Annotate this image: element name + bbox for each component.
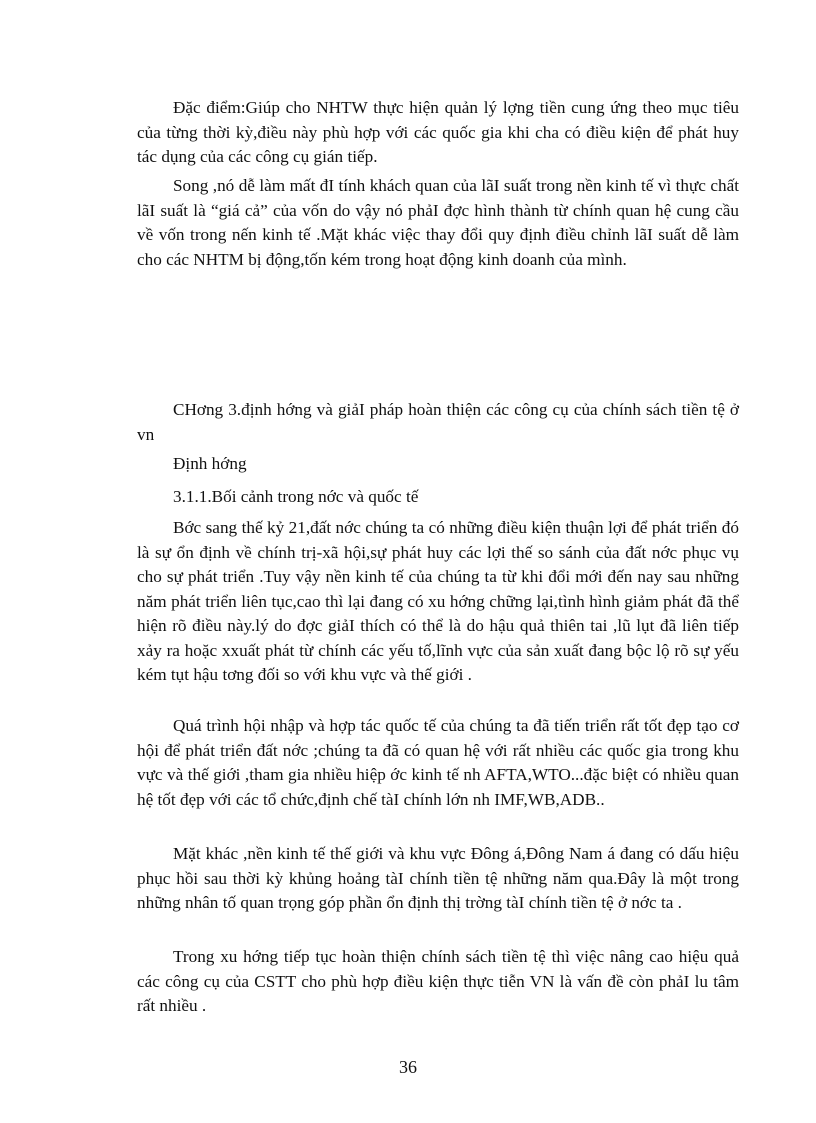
chapter-heading: CHơng 3.định hớng và giảI pháp hoàn thiện các công cụ của chính sách tiền tệ ở vn [137, 400, 739, 444]
paragraph-trend: Trong xu hớng tiếp tục hoàn thiện chính sách tiền tệ thì việc nâng cao hiệu quả các công cụ của CSTT cho phù hợp điều kiện thực tiễn VN là vấn đề còn phảI lu tâm rất nhiều . [137, 947, 739, 1015]
paragraph-characteristics: Đặc điểm:Giúp cho NHTW thực hiện quản lý lợng tiền cung ứng theo mục tiêu của từng thời kỳ,điều này phù hợp với các quốc gia khi cha có điều kiện để phát huy tác dụng của các công cụ gián tiếp. [137, 98, 739, 166]
section-heading: Định hớng [173, 454, 247, 473]
paragraph-disadvantage: Song ,nó dễ làm mất đI tính khách quan của lãI suất trong nền kinh tế vì thực chất lãI suất là “giá cả” của vốn do vậy nó phảI đợc hình thành từ chính quan hệ cung cầu về vốn trong nến kinh tế .Mặt khác việc thay đổi quy định điều chỉnh lãI suất dễ làm cho các NHTM bị động,tốn kém trong hoạt động kinh doanh của mình. [137, 176, 739, 269]
subsection-heading: 3.1.1.Bối cảnh trong nớc và quốc tế [173, 487, 419, 506]
paragraph-regional-recovery: Mặt khác ,nền kinh tế thế giới và khu vực Đông á,Đông Nam á đang có dấu hiệu phục hồi sau thời kỳ khủng hoảng tàI chính tiền tệ những năm qua.Đây là một trong những nhân tố quan trọng góp phần ổn định thị trờng tàI chính tiền tệ ở nớc ta . [137, 844, 739, 912]
paragraph-context: Bớc sang thế kỷ 21,đất nớc chúng ta có những điều kiện thuận lợi để phát triển đó là sự ổn định về chính trị-xã hội,sự phát huy các lợi thế so sánh của đất nớc phục vụ cho sự phát triển .Tuy vậy nền kinh tế của chúng ta từ khi đổi mới đến nay sau những năm phát triển liên tục,cao thì lại đang có xu hớng chững lại,tình hình giảm phát đã thể hiện rõ điều này.lý do đợc giảI thích có thể là do hậu quả thiên tai ,lũ lụt đã liên tiếp xảy ra hoặc xxuất phát từ chính các yếu tố,lĩnh vực của sản xuất đang bộc lộ rõ sự yếu kém tụt hậu tơng đối so với khu vực và thế giới . [137, 518, 739, 684]
paragraph-integration: Quá trình hội nhập và hợp tác quốc tế của chúng ta đã tiến triển rất tốt đẹp tạo cơ hội để phát triển đất nớc ;chúng ta đã có quan hệ với rất nhiều các quốc gia trong khu vực và thế giới ,tham gia nhiều hiệp ớc kinh tế nh AFTA,WTO...đặc biệt có nhiều quan hệ tốt đẹp với các tổ chức,định chế tàI chính lớn nh IMF,WB,ADB.. [137, 716, 739, 809]
page-number: 36 [399, 1057, 417, 1077]
